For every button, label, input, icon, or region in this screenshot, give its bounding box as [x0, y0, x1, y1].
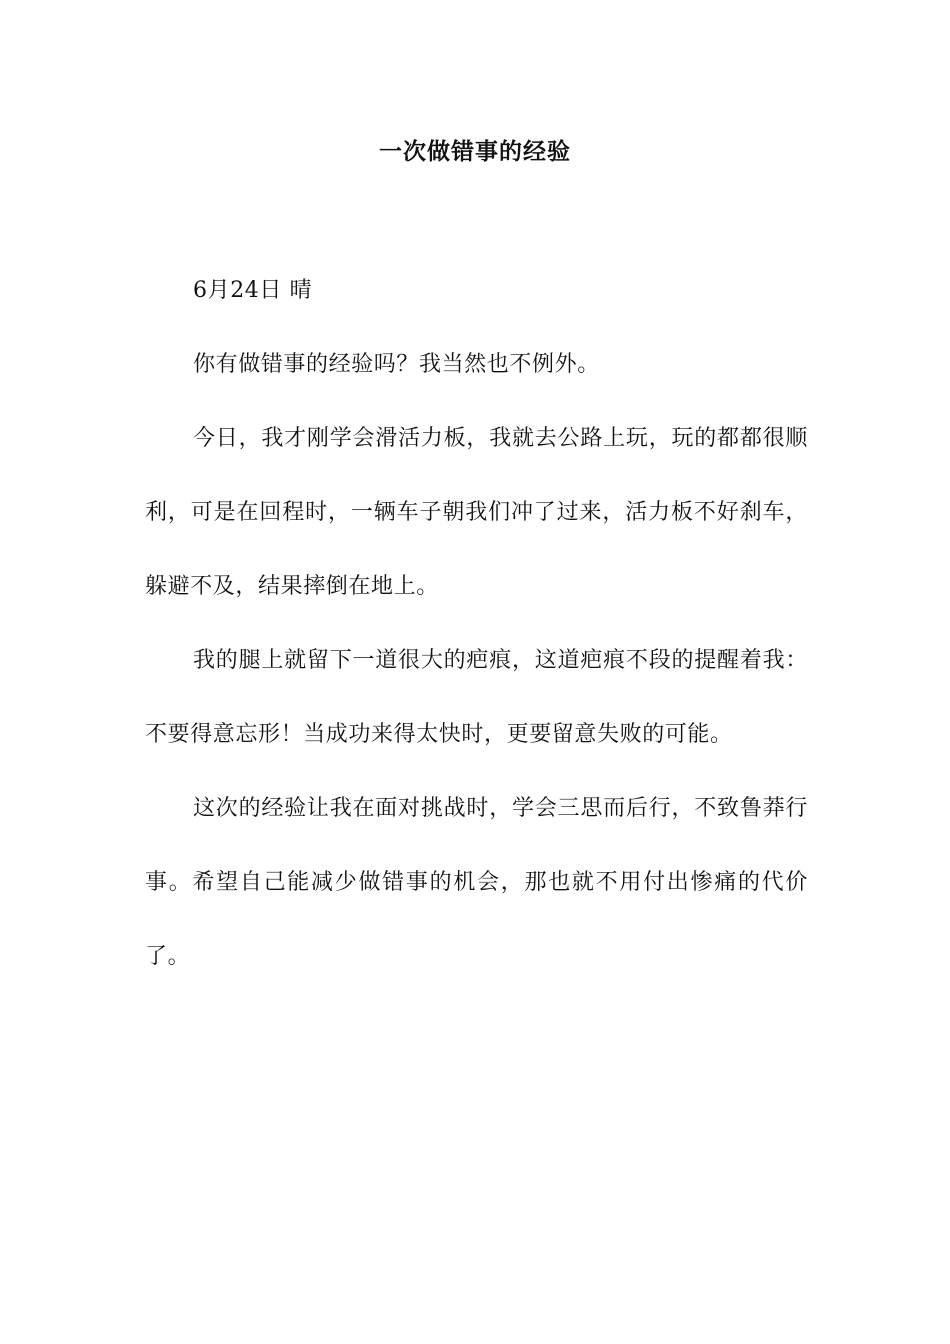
paragraph-2: 今日，我才刚学会滑活力板，我就去公路上玩，玩的都都很顺利，可是在回程时，一辆车子朝我们冲了过来，活力板不好刹车，躲避不及，结果摔倒在地上。	[145, 426, 808, 599]
paragraph-3: 我的腿上就留下一道很大的疤痕，这道疤痕不段的提醒着我：不要得意忘形！当成功来得太快时，更要留意失败的可能。	[145, 648, 808, 747]
document-body	[145, 254, 808, 994]
date-weather-line: 6月24日 晴	[193, 278, 313, 303]
paragraph-4: 这次的经验让我在面对挑战时，学会三思而后行，不致鲁莽行事。希望自己能减少做错事的机会，那也就不用付出惨痛的代价了。	[145, 796, 808, 969]
paragraph-1: 你有做错事的经验吗？我当然也不例外。	[193, 352, 600, 377]
document-title: 一次做错事的经验	[379, 138, 571, 165]
